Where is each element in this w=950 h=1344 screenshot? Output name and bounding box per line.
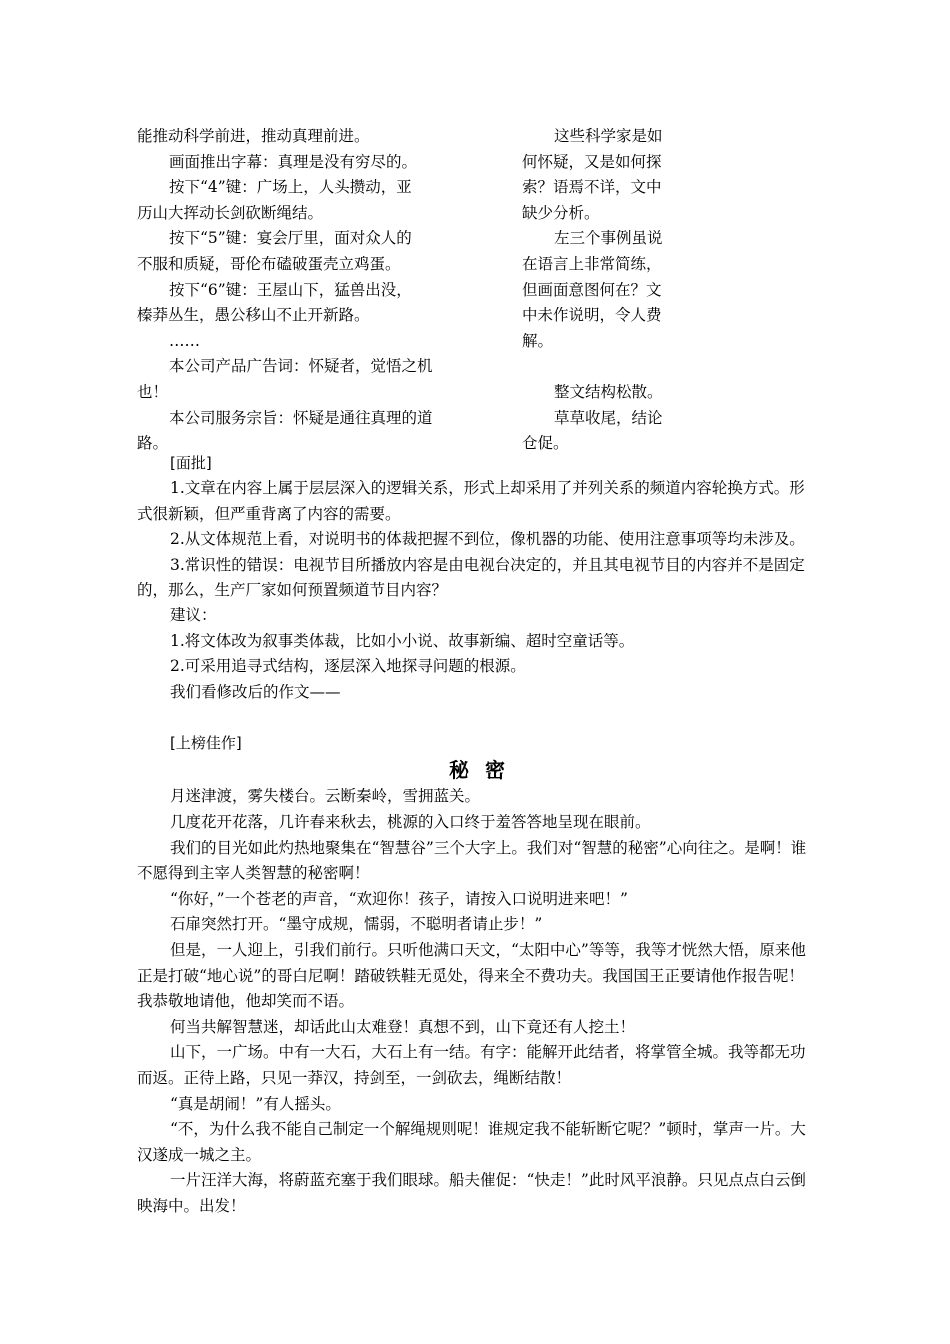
essay-line: 按下“6”键：王屋山下，猛兽出没， <box>169 280 412 299</box>
featured-label: [上榜佳作] <box>170 734 242 753</box>
margin-comment-line: 解。 <box>522 331 554 350</box>
essay-title: 秘密 <box>449 758 521 783</box>
margin-comment-line: 草草收尾，结论 <box>554 408 663 427</box>
section-gap <box>137 705 817 731</box>
essay-line: 本公司服务宗旨：怀疑是通往真理的道 <box>169 408 433 427</box>
essay-paragraph: 石扉突然打开。“墨守成规，懦弱，不聪明者请止步！” <box>170 915 543 934</box>
margin-comment-line: 索？语焉不详，文中 <box>522 178 662 197</box>
essay-line: 榛莽丛生，愚公移山不止开新路。 <box>137 306 370 325</box>
margin-comment-line: 整文结构松散。 <box>554 382 663 401</box>
essay-paragraph: “真是胡闹！”有人摇头。 <box>170 1094 341 1113</box>
critique-point: 3.常识性的错误：电视节目所播放内容是由电视台决定的，并且其电视节目的内容并不是固定的，那么，生产厂家如何预置频道节目内容？ <box>137 555 805 600</box>
essay-line: 能推动科学前进，推动真理前进。 <box>137 127 370 145</box>
suggestion-label: 建议： <box>170 606 217 625</box>
critique-label: [面批] <box>170 454 212 472</box>
margin-comment-line: 何怀疑，又是如何探 <box>522 152 662 171</box>
essay-line: 按下“5”键：宴会厅里，面对众人的 <box>169 229 412 248</box>
essay-excerpt-column <box>137 124 457 457</box>
essay-paragraph: 何当共解智慧迷，却话此山太难登！真想不到，山下竟还有人挖土！ <box>170 1017 636 1036</box>
essay-line: 路。 <box>137 434 169 453</box>
margin-comment-line: 缺少分析。 <box>522 203 600 222</box>
critique-point: 1.文章在内容上属于层层深入的逻辑关系，形式上却采用了并列关系的频道内容轮换方式。形式很新颖，但严重背离了内容的需要。 <box>137 479 805 523</box>
essay-line: 不服和质疑，哥伦布磕破蛋壳立鸡蛋。 <box>137 254 401 273</box>
margin-comment-line: 这些科学家是如 <box>554 127 663 145</box>
essay-paragraph: 月迷津渡，雾失楼台。云断秦岭，雪拥蓝关。 <box>170 787 481 806</box>
suggestion-item: 2.可采用追寻式结构，逐层深入地探寻问题的根源。 <box>170 657 526 676</box>
essay-line: 也！ <box>137 382 169 401</box>
essay-paragraph: 几度花开花落，几许春来秋去，桃源的入口终于羞答答地呈现在眼前。 <box>170 813 651 832</box>
essay-paragraph: 但是，一人迎上，引我们前行。只听他满口天文，“太阳中心”等等，我等才恍然大悟，原来他正是打破“地心说”的哥白尼啊！踏破铁鞋无觅处，得来全不费功夫。我国国王正要请他作报告呢！我恭敬地请他，他却笑而不语。 <box>137 941 806 1011</box>
essay-line: 历山大挥动长剑砍断绳结。 <box>137 203 324 222</box>
transition-text: 我们看修改后的作文—— <box>170 682 341 701</box>
essay-paragraph: 山下，一广场。中有一大石，大石上有一结。有字：能解开此结者，将掌管全城。我等都无功而返。正待上路，只见一莽汉，持剑至，一剑砍去，绳断结散！ <box>137 1043 806 1087</box>
essay-paragraph: “不，为什么我不能自己制定一个解绳规则呢！谁规定我不能斩断它呢？”顿时，掌声一片。大汉遂成一城之主。 <box>137 1120 806 1164</box>
margin-comment-line <box>522 354 682 380</box>
margin-comment-line: 中未作说明，令人费 <box>522 306 662 325</box>
margin-comment-line: 仓促。 <box>522 434 569 453</box>
margin-comment-line: 但画面意图何在？文 <box>522 280 662 299</box>
margin-comments-column <box>522 124 682 457</box>
essay-line: 按下“4”键：广场上，人头攒动，亚 <box>169 178 412 197</box>
essay-paragraph: 我们的目光如此灼热地聚集在“智慧谷”三个大字上。我们对“智慧的秘密”心向往之。是啊！谁不愿得到主宰人类智慧的秘密啊！ <box>137 838 807 883</box>
critique-point: 2.从文体规范上看，对说明书的体裁把握不到位，像机器的功能、使用注意事项等均未涉及。 <box>170 530 805 549</box>
suggestion-item: 1.将文体改为叙事类体裁，比如小小说、故事新编、超时空童话等。 <box>170 631 635 650</box>
essay-line: 本公司产品广告词：怀疑者，觉悟之机 <box>169 357 433 376</box>
essay-paragraph: “你好，”一个苍老的声音，“欢迎你！孩子，请按入口说明进来吧！” <box>170 889 628 908</box>
main-body <box>137 451 817 1220</box>
margin-comment-line: 左三个事例虽说 <box>554 229 663 248</box>
margin-comment-line: 在语言上非常简练， <box>522 254 662 273</box>
essay-line: …… <box>169 331 200 350</box>
featured-essay <box>137 784 817 1219</box>
essay-paragraph: 一片汪洋大海，将蔚蓝充塞于我们眼球。船夫催促：“快走！”此时风平浪静。只见点点白云倒映海中。出发！ <box>137 1171 806 1215</box>
essay-line: 画面推出字幕：真理是没有穷尽的。 <box>169 152 418 171</box>
